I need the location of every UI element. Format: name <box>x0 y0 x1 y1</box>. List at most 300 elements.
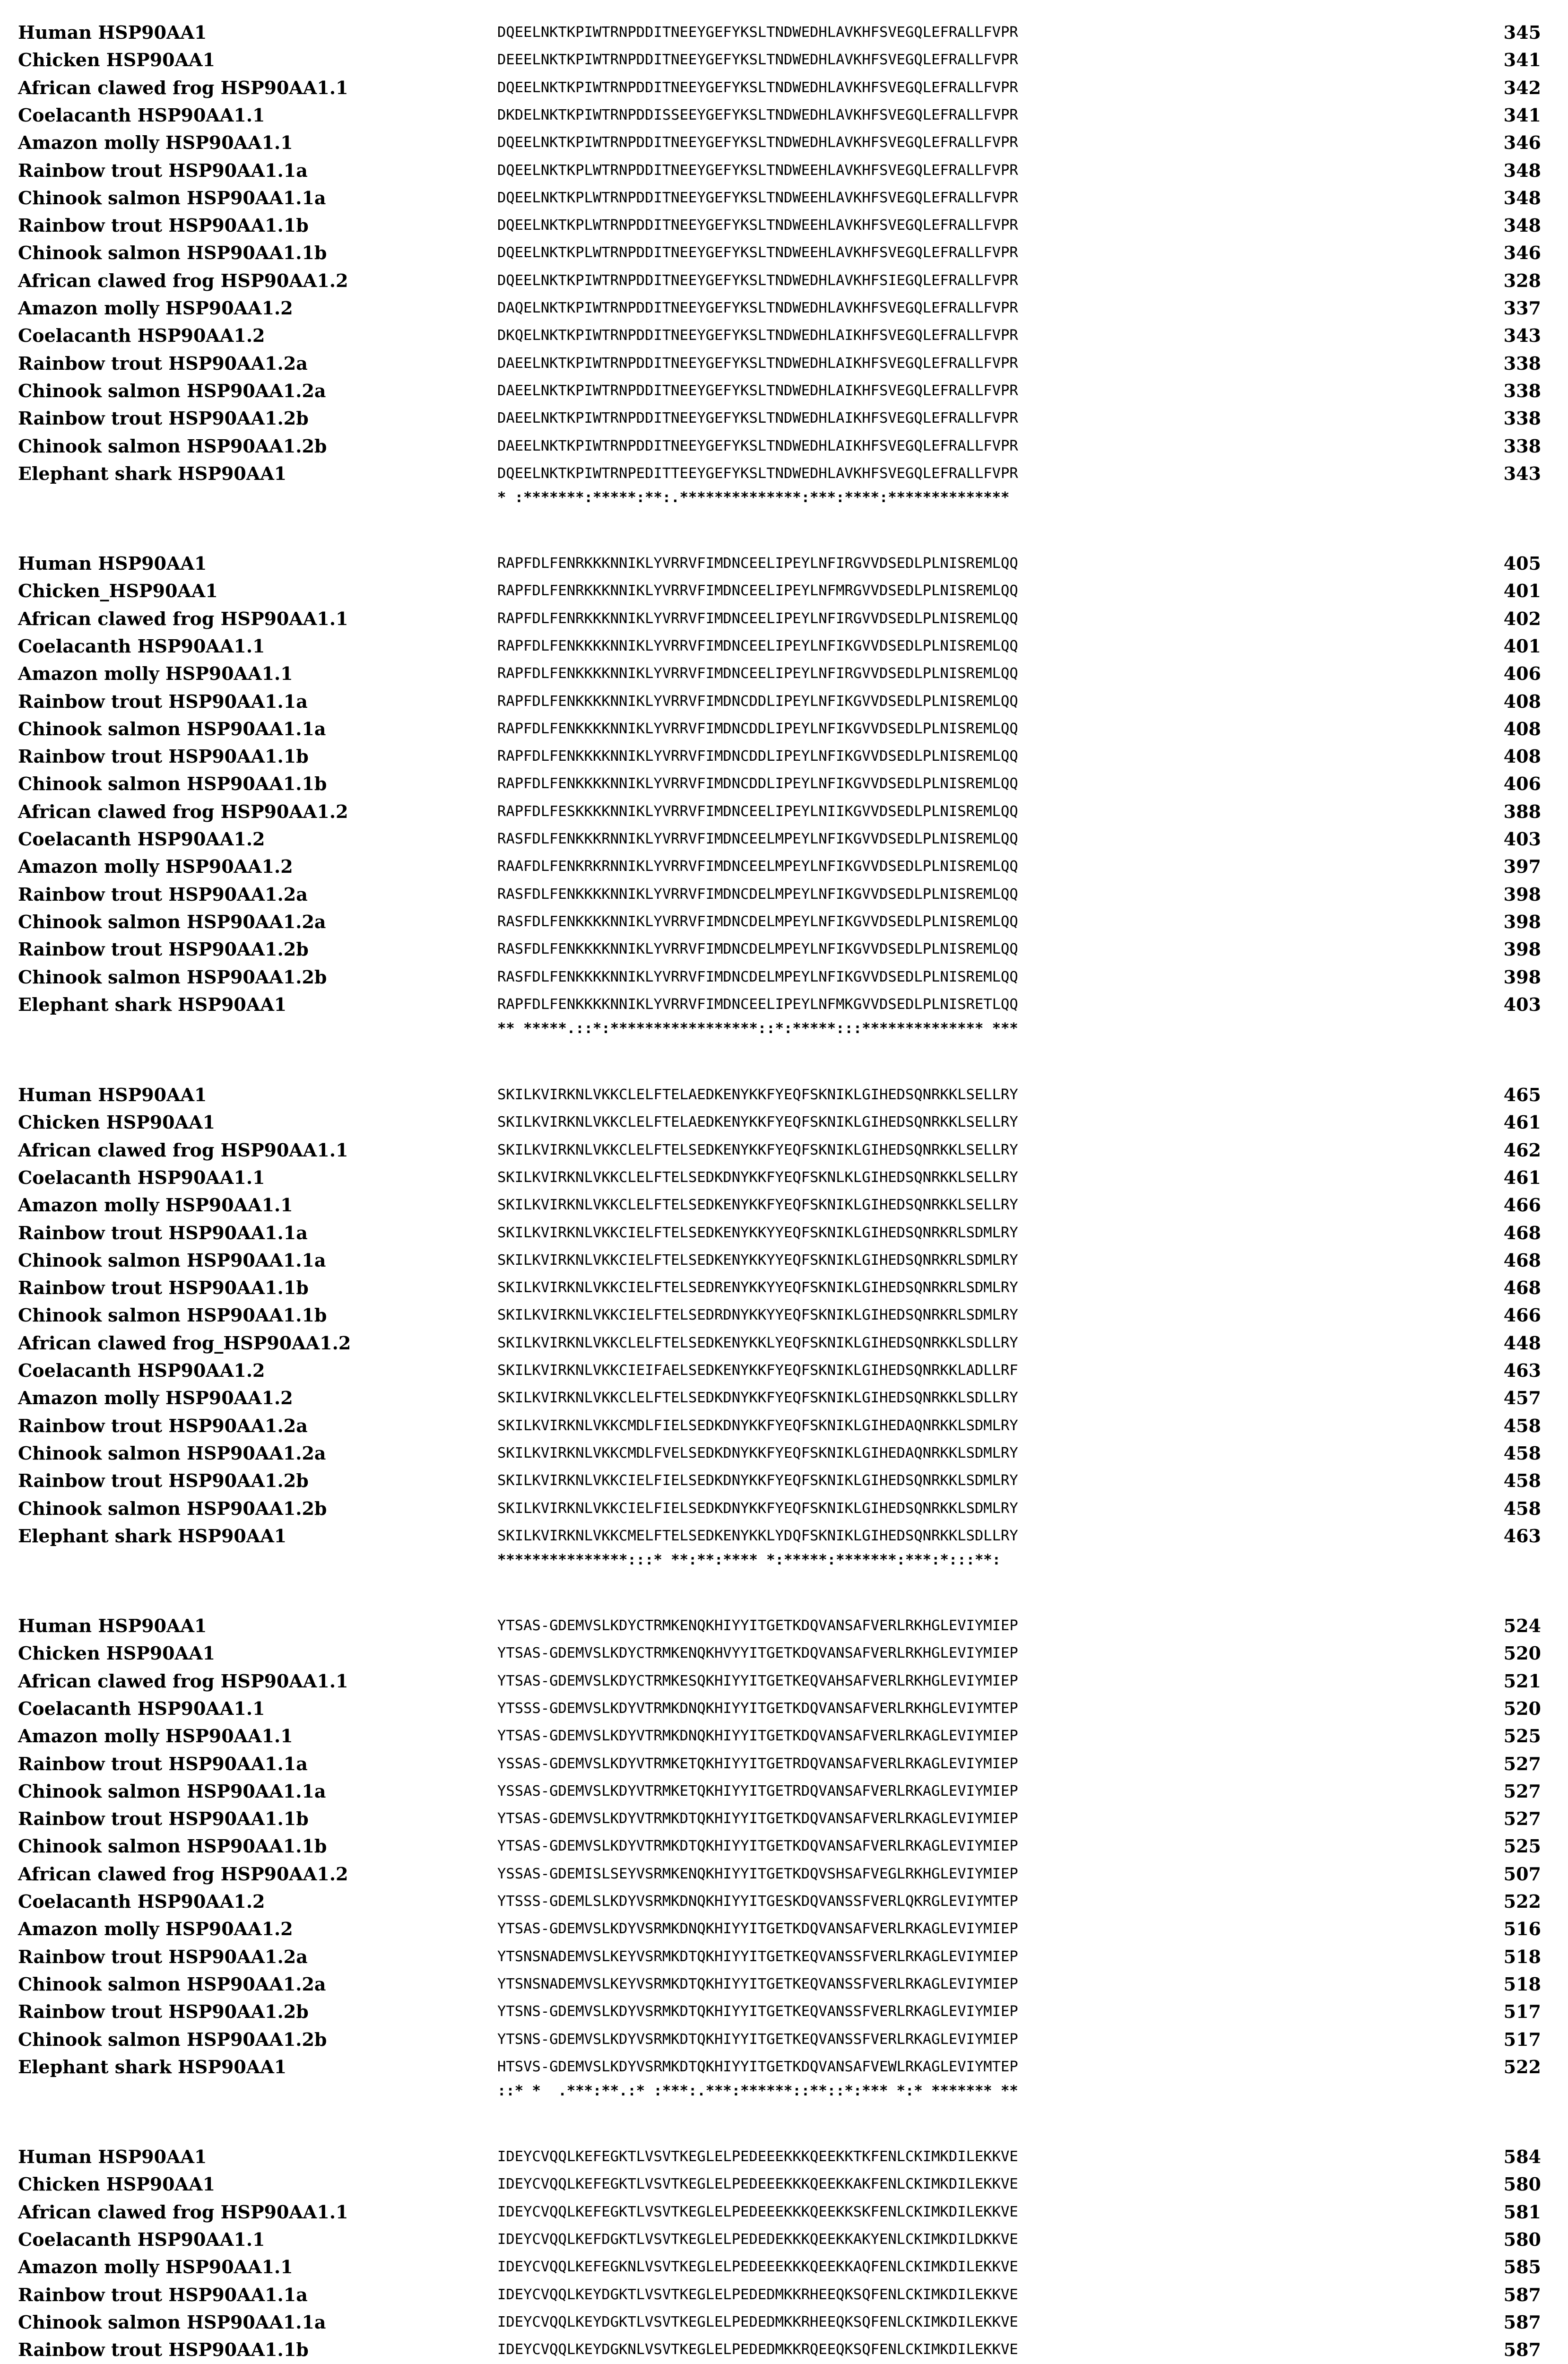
residue-position: 388 <box>1503 800 1541 822</box>
alignment-row <box>0 184 1568 212</box>
sequence-text: RAPFDLFENRKKKNNIKLYVRRVFIMDNCEELIPEYLNFIRGVVDSEDLPLNISREMLQQ <box>497 610 1018 627</box>
species-label: Chinook salmon HSP90AA1.1a <box>18 1249 326 1271</box>
sequence-text: YTSAS-GDEMVSLKDYCTRMKENQKHIYYITGETKDQVANSAFVERLRKHGLEVIYMIEP <box>497 1617 1018 1634</box>
sequence-text: RAPFDLFENKKKKNNIKLYVRRVFIMDNCEELIPEYLNFIKGVVDSEDLPLNISREMLQQ <box>497 637 1018 654</box>
alignment-row <box>0 1495 1568 1522</box>
species-label: Chinook salmon HSP90AA1.2a <box>18 380 326 401</box>
sequence-text: SKILKVIRKNLVKKCIEIFAELSEDKENYKKFYEQFSKNIKLGIHEDSQNRKKLADLLRF <box>497 1362 1018 1379</box>
residue-position: 401 <box>1503 635 1541 657</box>
sequence-text: RAPFDLFENRKKKNNIKLYVRRVFIMDNCEELIPEYLNFIRGVVDSEDLPLNISREMLQQ <box>497 555 1018 572</box>
residue-position: 580 <box>1503 2173 1541 2195</box>
species-label: Amazon molly HSP90AA1.2 <box>18 297 293 319</box>
species-label: Coelacanth HSP90AA1.1 <box>18 635 265 657</box>
sequence-text: YSSAS-GDEMVSLKDYVTRMKETQKHIYYITGETRDQVANSAFVERLRKAGLEVIYMIEP <box>497 1782 1018 1799</box>
species-label: Rainbow trout HSP90AA1.1a <box>18 159 308 181</box>
species-label: Rainbow trout HSP90AA1.2b <box>18 1470 309 1492</box>
alignment-row <box>0 1440 1568 1467</box>
residue-position: 458 <box>1503 1470 1541 1492</box>
sequence-text: SKILKVIRKNLVKKCLELFTELAEDKENYKKFYEQFSKNIKLGIHEDSQNRKKLSELLRY <box>497 1114 1018 1131</box>
residue-position: 398 <box>1503 939 1541 960</box>
residue-position: 403 <box>1503 828 1541 850</box>
alignment-row <box>0 2309 1568 2336</box>
sequence-text: DAEELNKTKPIWTRNPDDITNEEYGEFYKSLTNDWEDHLAIKHFSVEGQLEFRALLFVPR <box>497 382 1018 399</box>
alignment-row <box>0 577 1568 605</box>
residue-position: 465 <box>1503 1084 1541 1105</box>
sequence-text: SKILKVIRKNLVKKCIELFIELSEDKDNYKKFYEQFSKNIKLGIHEDSQNRKKLSDMLRY <box>497 1472 1018 1489</box>
species-label: Chinook salmon HSP90AA1.2a <box>18 1442 326 1464</box>
alignment-row <box>0 239 1568 267</box>
species-label: Chinook salmon HSP90AA1.1b <box>18 1304 327 1326</box>
sequence-text: RASFDLFENKKKKNNIKLYVRRVFIMDNCDELMPEYLNFIKGVVDSEDLPLNISREMLQQ <box>497 968 1018 985</box>
alignment-row <box>0 853 1568 880</box>
alignment-row <box>0 1640 1568 1667</box>
alignment-row <box>0 350 1568 377</box>
sequence-text: DAEELNKTKPIWTRNPDDITNEEYGEFYKSLTNDWEDHLAIKHFSVEGQLEFRALLFVPR <box>497 437 1018 454</box>
alignment-row <box>0 1274 1568 1302</box>
residue-position: 338 <box>1503 352 1541 374</box>
sequence-text: IDEYCVQQLKEYDGKTLVSVTKEGLELPEDEDMKKRHEEQKSQFENLCKIMKDILEKKVE <box>497 2286 1018 2303</box>
species-label: Chinook salmon HSP90AA1.1b <box>18 773 327 795</box>
residue-position: 343 <box>1503 462 1541 484</box>
residue-position: 398 <box>1503 911 1541 932</box>
sequence-text: SKILKVIRKNLVKKCLELFTELSEDKDNYKKFYEQFSKNLKLGIHEDSQNRKKLSELLRY <box>497 1169 1018 1186</box>
alignment-row <box>0 1833 1568 1860</box>
alignment-row <box>0 1219 1568 1247</box>
alignment-row <box>0 1943 1568 1971</box>
alignment-row <box>0 1998 1568 2025</box>
residue-position: 345 <box>1503 22 1541 43</box>
residue-position: 466 <box>1503 1304 1541 1326</box>
sequence-text: DQEELNKTKPLWTRNPDDITNEEYGEFYKSLTNDWEEHLAVKHFSVEGQLEFRALLFVPR <box>497 189 1018 206</box>
sequence-text: DQEELNKTKPLWTRNPDDITNEEYGEFYKSLTNDWEEHLAVKHFSVEGQLEFRALLFVPR <box>497 162 1018 179</box>
species-label: Elephant shark HSP90AA1 <box>18 1525 287 1547</box>
residue-position: 408 <box>1503 690 1541 712</box>
residue-position: 587 <box>1503 2311 1541 2333</box>
species-label: Amazon molly HSP90AA1.1 <box>18 663 293 685</box>
sequence-text: RAPFDLFENRKKKNNIKLYVRRVFIMDNCEELIPEYLNFMRGVVDSEDLPLNISREMLQQ <box>497 582 1018 600</box>
species-label: Rainbow trout HSP90AA1.2b <box>18 939 309 960</box>
sequence-text: RASFDLFENKKKKNNIKLYVRRVFIMDNCDELMPEYLNFIKGVVDSEDLPLNISREMLQQ <box>497 886 1018 903</box>
alignment-row <box>0 1971 1568 1998</box>
alignment-row <box>0 2171 1568 2198</box>
residue-position: 516 <box>1503 1918 1541 1940</box>
residue-position: 346 <box>1503 242 1541 264</box>
alignment-row <box>0 881 1568 908</box>
sequence-text: SKILKVIRKNLVKKCIELFIELSEDKDNYKKFYEQFSKNIKLGIHEDSQNRKKLSDMLRY <box>497 1500 1018 1517</box>
sequence-text: DQEELNKTKPIWTRNPEDITTEEYGEFYKSLTNDWEDHLAVKHFSVEGQLEFRALLFVPR <box>497 465 1018 482</box>
residue-position: 527 <box>1503 1753 1541 1774</box>
sequence-text: DQEELNKTKPLWTRNPDDITNEEYGEFYKSLTNDWEEHLAVKHFSVEGQLEFRALLFVPR <box>497 217 1018 234</box>
sequence-text: IDEYCVQQLKEYDGKNLVSVTKEGLELPEDEDMKKRQEEQKSQFENLCKIMKDILEKKVE <box>497 2341 1018 2358</box>
alignment-row <box>0 1805 1568 1833</box>
sequence-text: SKILKVIRKNLVKKCLELFTELSEDKENYKKFYEQFSKNIKLGIHEDSQNRKKLSELLRY <box>497 1197 1018 1214</box>
species-label: Chinook salmon HSP90AA1.1a <box>18 718 326 739</box>
sequence-text: DQEELNKTKPIWTRNPDDITNEEYGEFYKSLTNDWEDHLAVKHFSVEGQLEFRALLFVPR <box>497 134 1018 151</box>
alignment-row <box>0 1137 1568 1164</box>
alignment-row <box>0 1302 1568 1329</box>
residue-position: 343 <box>1503 325 1541 347</box>
species-label: Chinook salmon HSP90AA1.1b <box>18 1835 327 1857</box>
residue-position: 587 <box>1503 2339 1541 2361</box>
species-label: African clawed frog HSP90AA1.1 <box>18 608 348 629</box>
alignment-row <box>0 1750 1568 1778</box>
residue-position: 587 <box>1503 2284 1541 2305</box>
sequence-text: YTSAS-GDEMVSLKDYVSRMKDNQKHIYYITGETKDQVANSAFVERLRKAGLEVIYMIEP <box>497 1921 1018 1938</box>
sequence-text: DAEELNKTKPIWTRNPDDITNEEYGEFYKSLTNDWEDHLAIKHFSVEGQLEFRALLFVPR <box>497 355 1018 372</box>
alignment-row <box>0 1722 1568 1750</box>
sequence-text: YTSAS-GDEMVSLKDYVTRMKDTQKHIYYITGETKDQVANSAFVERLRKAGLEVIYMIEP <box>497 1838 1018 1855</box>
residue-position: 468 <box>1503 1249 1541 1271</box>
sequence-text: SKILKVIRKNLVKKCLELFTELAEDKENYKKFYEQFSKNIKLGIHEDSQNRKKLSELLRY <box>497 1086 1018 1103</box>
sequence-text: RAPFDLFESKKKKNNIKLYVRRVFIMDNCEELIPEYLNIIKGVVDSEDLPLNISREMLQQ <box>497 803 1018 820</box>
sequence-text: HTSVS-GDEMVSLKDYVSRMKDTQKHIYYITGETKDQVANSAFVEWLRKAGLEVIYMTEP <box>497 2058 1018 2075</box>
residue-position: 338 <box>1503 435 1541 457</box>
alignment-row <box>0 2199 1568 2226</box>
species-label: Coelacanth HSP90AA1.2 <box>18 828 265 850</box>
sequence-text: SKILKVIRKNLVKKCMDLFVELSEDKDNYKKFYEQFSKNIKLGIHEDAQNRKKLSDMLRY <box>497 1444 1018 1461</box>
species-label: Human HSP90AA1 <box>18 553 207 574</box>
residue-position: 403 <box>1503 993 1541 1015</box>
alignment-row <box>0 688 1568 715</box>
sequence-text: SKILKVIRKNLVKKCLELFTELSEDKENYKKFYEQFSKNIKLGIHEDSQNRKKLSELLRY <box>497 1141 1018 1158</box>
sequence-text: SKILKVIRKNLVKKCIELFTELSEDRDNYKKYYEQFSKNIKLGIHEDSQNRKRLSDMLRY <box>497 1307 1018 1324</box>
residue-position: 525 <box>1503 1835 1541 1857</box>
residue-position: 463 <box>1503 1360 1541 1381</box>
species-label: Chinook salmon HSP90AA1.2b <box>18 2028 327 2050</box>
sequence-text: RAPFDLFENKKKKNNIKLYVRRVFIMDNCDDLIPEYLNFIKGVVDSEDLPLNISREMLQQ <box>497 775 1018 792</box>
alignment-row <box>0 1695 1568 1722</box>
residue-position: 338 <box>1503 408 1541 429</box>
species-label: African clawed frog HSP90AA1.1 <box>18 1139 348 1161</box>
residue-position: 458 <box>1503 1497 1541 1519</box>
sequence-text: YTSNSNADEMVSLKEYVSRMKDTQKHIYYITGETKEQVANSSFVERLRKAGLEVIYMIEP <box>497 1975 1018 1992</box>
sequence-text: DAQELNKTKPIWTRNPDDITNEEYGEFYKSLTNDWEDHLAVKHFSVEGQLEFRALLFVPR <box>497 300 1018 316</box>
alignment-row <box>0 550 1568 577</box>
residue-position: 584 <box>1503 2146 1541 2167</box>
sequence-text: SKILKVIRKNLVKKCLELFTELSEDKENYKKLYEQFSKNIKLGIHEDSQNRKKLSDLLRY <box>497 1334 1018 1351</box>
species-label: Rainbow trout HSP90AA1.1b <box>18 215 309 236</box>
species-label: Coelacanth HSP90AA1.2 <box>18 1360 265 1381</box>
residue-position: 518 <box>1503 1973 1541 1995</box>
sequence-text: RASFDLFENKKKKNNIKLYVRRVFIMDNCDELMPEYLNFIKGVVDSEDLPLNISREMLQQ <box>497 941 1018 958</box>
residue-position: 458 <box>1503 1415 1541 1436</box>
residue-position: 402 <box>1503 608 1541 629</box>
alignment-row <box>0 2053 1568 2081</box>
species-label: Chicken_HSP90AA1 <box>18 580 218 602</box>
sequence-text: YTSAS-GDEMVSLKDYCTRMKENQKHVYYITGETKDQVANSAFVERLRKHGLEVIYMIEP <box>497 1645 1018 1662</box>
species-label: Chinook salmon HSP90AA1.1b <box>18 242 327 264</box>
sequence-text: RASFDLFENKKKRNNIKLYVRRVFIMDNCEELMPEYLNFIKGVVDSEDLPLNISREMLQQ <box>497 831 1018 847</box>
species-label: Human HSP90AA1 <box>18 22 207 43</box>
species-label: Rainbow trout HSP90AA1.2a <box>18 883 308 905</box>
residue-position: 507 <box>1503 1863 1541 1885</box>
species-label: Amazon molly HSP90AA1.1 <box>18 2256 293 2278</box>
residue-position: 457 <box>1503 1387 1541 1409</box>
species-label: African clawed frog HSP90AA1.1 <box>18 1670 348 1692</box>
alignment-row <box>0 2143 1568 2171</box>
species-label: Rainbow trout HSP90AA1.1b <box>18 1808 309 1830</box>
residue-position: 398 <box>1503 883 1541 905</box>
residue-position: 406 <box>1503 663 1541 685</box>
alignment-row <box>0 1109 1568 1136</box>
alignment-row <box>0 433 1568 460</box>
residue-position: 520 <box>1503 1697 1541 1719</box>
species-label: Amazon molly HSP90AA1.1 <box>18 1725 293 1747</box>
alignment-row <box>0 936 1568 963</box>
residue-position: 398 <box>1503 966 1541 988</box>
sequence-text: YSSAS-GDEMISLSEYVSRMKENQKHIYYITGETKDQVSHSAFVEGLRKHGLEVIYMIEP <box>497 1865 1018 1882</box>
residue-position: 585 <box>1503 2256 1541 2278</box>
sequence-text: SKILKVIRKNLVKKCIELFTELSEDKENYKKYYEQFSKNIKLGIHEDSQNRKRLSDMLRY <box>497 1252 1018 1269</box>
alignment-row <box>0 743 1568 770</box>
sequence-text: SKILKVIRKNLVKKCLELFTELSEDKDNYKKFYEQFSKNIKLGIHEDSQNRKKLSDLLRY <box>497 1390 1018 1407</box>
sequence-text: DEEELNKTKPIWTRNPDDITNEEYGEFYKSLTNDWEDHLAVKHFSVEGQLEFRALLFVPR <box>497 52 1018 69</box>
sequence-text: YTSAS-GDEMVSLKDYCTRMKESQKHIYYITGETKEQVAHSAFVERLRKHGLEVIYMIEP <box>497 1672 1018 1689</box>
sequence-text: IDEYCVQQLKEFEGKTLVSVTKEGLELPEDEEEKKKQEEKKAKFENLCKIMKDILEKKVE <box>497 2176 1018 2193</box>
species-label: Chinook salmon HSP90AA1.2a <box>18 1973 326 1995</box>
residue-position: 517 <box>1503 2001 1541 2023</box>
alignment-row <box>0 212 1568 239</box>
alignment-row <box>0 1612 1568 1640</box>
sequence-text: IDEYCVQQLKEFDGKTLVSVTKEGLELPEDEDEKKKQEEKKAKYENLCKIMKDILDKKVE <box>497 2231 1018 2248</box>
alignment-row <box>0 157 1568 184</box>
species-label: Rainbow trout HSP90AA1.1b <box>18 1277 309 1299</box>
species-label: Chinook salmon HSP90AA1.2b <box>18 1497 327 1519</box>
species-label: African clawed frog HSP90AA1.2 <box>18 1863 348 1885</box>
species-label: African clawed frog HSP90AA1.1 <box>18 77 348 98</box>
sequence-text: RAPFDLFENKKKKNNIKLYVRRVFIMDNCDDLIPEYLNFIKGVVDSEDLPLNISREMLQQ <box>497 720 1018 737</box>
sequence-text: SKILKVIRKNLVKKCMELFTELSEDKENYKKLYDQFSKNIKLGIHEDSQNRKKLSDLLRY <box>497 1527 1018 1544</box>
sequence-text: DQEELNKTKPIWTRNPDDITNEEYGEFYKSLTNDWEDHLAVKHFSVEGQLEFRALLFVPR <box>497 24 1018 41</box>
residue-position: 518 <box>1503 1946 1541 1967</box>
species-label: Chinook salmon HSP90AA1.1a <box>18 1780 326 1802</box>
sequence-text: SKILKVIRKNLVKKCIELFTELSEDKENYKKYYEQFSKNIKLGIHEDSQNRKRLSDMLRY <box>497 1224 1018 1241</box>
alignment-row <box>0 295 1568 322</box>
alignment-row <box>0 1412 1568 1440</box>
species-label: Elephant shark HSP90AA1 <box>18 2056 287 2077</box>
residue-position: 348 <box>1503 215 1541 236</box>
species-label: Human HSP90AA1 <box>18 2146 207 2167</box>
alignment-row <box>0 2026 1568 2053</box>
sequence-text: DQEELNKTKPLWTRNPDDITNEEYGEFYKSLTNDWEEHLAVKHFSVEGQLEFRALLFVPR <box>497 244 1018 261</box>
alignment-row <box>0 1191 1568 1219</box>
residue-position: 408 <box>1503 746 1541 767</box>
species-label: Rainbow trout HSP90AA1.2a <box>18 1946 308 1967</box>
residue-position: 408 <box>1503 718 1541 739</box>
residue-position: 397 <box>1503 856 1541 878</box>
residue-position: 522 <box>1503 1891 1541 1912</box>
residue-position: 525 <box>1503 1725 1541 1747</box>
residue-position: 341 <box>1503 104 1541 126</box>
alignment-row <box>0 46 1568 74</box>
residue-position: 348 <box>1503 187 1541 209</box>
species-label: Rainbow trout HSP90AA1.2a <box>18 1415 308 1436</box>
alignment-row <box>0 798 1568 826</box>
residue-position: 342 <box>1503 77 1541 98</box>
residue-position: 337 <box>1503 297 1541 319</box>
alignment-row <box>0 908 1568 936</box>
residue-position: 517 <box>1503 2028 1541 2050</box>
species-label: Amazon molly HSP90AA1.2 <box>18 1387 293 1409</box>
residue-position: 527 <box>1503 1808 1541 1830</box>
residue-position: 581 <box>1503 2201 1541 2223</box>
alignment-row <box>0 1357 1568 1384</box>
residue-position: 522 <box>1503 2056 1541 2077</box>
sequence-text: SKILKVIRKNLVKKCIELFTELSEDRENYKKYYEQFSKNIKLGIHEDSQNRKRLSDMLRY <box>497 1279 1018 1296</box>
sequence-text: IDEYCVQQLKEFEGKTLVSVTKEGLELPEDEEEKKKQEEKKSKFENLCKIMKDILEKKVE <box>497 2203 1018 2220</box>
alignment-row <box>0 991 1568 1018</box>
sequence-text: DAEELNKTKPIWTRNPDDITNEEYGEFYKSLTNDWEDHLAIKHFSVEGQLEFRALLFVPR <box>497 410 1018 427</box>
species-label: African clawed frog HSP90AA1.2 <box>18 269 348 291</box>
species-label: Chicken HSP90AA1 <box>18 1112 216 1133</box>
species-label: Rainbow trout HSP90AA1.2b <box>18 2001 309 2023</box>
alignment-row <box>0 322 1568 349</box>
alignment-row <box>0 405 1568 432</box>
sequence-text: RAAFDLFENKRKRNNIKLYVRRVFIMDNCEELMPEYLNFIKGVVDSEDLPLNISREMLQQ <box>497 858 1018 875</box>
species-label: Rainbow trout HSP90AA1.1b <box>18 2339 309 2361</box>
alignment-row <box>0 1778 1568 1805</box>
species-label: Coelacanth HSP90AA1.1 <box>18 1697 265 1719</box>
alignment-row <box>0 1915 1568 1943</box>
species-label: African clawed frog_HSP90AA1.2 <box>18 1332 351 1354</box>
residue-position: 461 <box>1503 1166 1541 1188</box>
alignment-row <box>0 1888 1568 1915</box>
residue-position: 338 <box>1503 380 1541 401</box>
residue-position: 466 <box>1503 1194 1541 1216</box>
alignment-row <box>0 770 1568 798</box>
species-label: Coelacanth HSP90AA1.2 <box>18 1891 265 1912</box>
species-label: Chinook salmon HSP90AA1.2b <box>18 435 327 457</box>
alignment-row <box>0 2281 1568 2309</box>
species-label: Elephant shark HSP90AA1 <box>18 993 287 1015</box>
species-label: Amazon molly HSP90AA1.2 <box>18 1918 293 1940</box>
sequence-text: IDEYCVQQLKEYDGKTLVSVTKEGLELPEDEDMKKRHEEQKSQFENLCKIMKDILEKKVE <box>497 2313 1018 2330</box>
alignment-row <box>0 460 1568 487</box>
sequence-text: DQEELNKTKPIWTRNPDDITNEEYGEFYKSLTNDWEDHLAVKHFSVEGQLEFRALLFVPR <box>497 79 1018 96</box>
residue-position: 341 <box>1503 49 1541 71</box>
alignment-row <box>0 633 1568 660</box>
residue-position: 468 <box>1503 1222 1541 1243</box>
sequence-text: RAPFDLFENKKKKNNIKLYVRRVFIMDNCDDLIPEYLNFIKGVVDSEDLPLNISREMLQQ <box>497 748 1018 765</box>
species-label: Rainbow trout HSP90AA1.2b <box>18 408 309 429</box>
sequence-text: RASFDLFENKKKKNNIKLYVRRVFIMDNCDELMPEYLNFIKGVVDSEDLPLNISREMLQQ <box>497 913 1018 930</box>
residue-position: 580 <box>1503 2228 1541 2250</box>
residue-position: 527 <box>1503 1780 1541 1802</box>
species-label: Amazon molly HSP90AA1.2 <box>18 856 293 878</box>
species-label: Elephant shark HSP90AA1 <box>18 462 287 484</box>
alignment-row <box>0 1860 1568 1888</box>
sequence-text: YTSNSNADEMVSLKEYVSRMKDTQKHIYYITGETKEQVANSSFVERLRKAGLEVIYMIEP <box>497 1948 1018 1965</box>
residue-position: 458 <box>1503 1442 1541 1464</box>
residue-position: 401 <box>1503 580 1541 602</box>
alignment-row <box>0 2336 1568 2364</box>
alignment-row <box>0 267 1568 295</box>
sequence-text: YTSNS-GDEMVSLKDYVSRMKDTQKHIYYITGETKEQVANSSFVERLRKAGLEVIYMIEP <box>497 2003 1018 2020</box>
residue-position: 521 <box>1503 1670 1541 1692</box>
sequence-text: RAPFDLFENKKKKNNIKLYVRRVFIMDNCEELIPEYLNFMKGVVDSEDLPLNISRETLQQ <box>497 996 1018 1013</box>
species-label: Rainbow trout HSP90AA1.2a <box>18 352 308 374</box>
alignment-row <box>0 2253 1568 2281</box>
sequence-text: YTSAS-GDEMVSLKDYVTRMKDTQKHIYYITGETKDQVANSAFVERLRKAGLEVIYMIEP <box>497 1810 1018 1827</box>
sequence-text: YTSAS-GDEMVSLKDYVTRMKDNQKHIYYITGETKDQVANSAFVERLRKAGLEVIYMIEP <box>497 1728 1018 1745</box>
residue-position: 524 <box>1503 1615 1541 1636</box>
species-label: Chinook salmon HSP90AA1.2b <box>18 966 327 988</box>
species-label: African clawed frog HSP90AA1.1 <box>18 2201 348 2223</box>
alignment-row <box>0 129 1568 156</box>
residue-position: 328 <box>1503 269 1541 291</box>
species-label: Rainbow trout HSP90AA1.1a <box>18 1222 308 1243</box>
residue-position: 348 <box>1503 159 1541 181</box>
species-label: African clawed frog HSP90AA1.2 <box>18 800 348 822</box>
residue-position: 346 <box>1503 132 1541 154</box>
residue-position: 468 <box>1503 1277 1541 1299</box>
sequence-text: YTSSS-GDEMVSLKDYVTRMKDNQKHIYYITGETKDQVANSAFVERLRKHGLEVIYMTEP <box>497 1700 1018 1717</box>
alignment-row <box>0 1384 1568 1412</box>
species-label: Chinook salmon HSP90AA1.1a <box>18 2311 326 2333</box>
sequence-text: IDEYCVQQLKEFEGKTLVSVTKEGLELPEDEEEKKKQEEKKTKFENLCKIMKDILEKKVE <box>497 2148 1018 2165</box>
residue-position: 462 <box>1503 1139 1541 1161</box>
consensus-line: ***************:::* **:**:**** *:*****:*******:***:*:::**: <box>497 1552 1001 1569</box>
species-label: Coelacanth HSP90AA1.1 <box>18 1166 265 1188</box>
sequence-text: IDEYCVQQLKEFEGKNLVSVTKEGLELPEDEEEKKKQEEKKAQFENLCKIMKDILEKKVE <box>497 2259 1018 2276</box>
species-label: Amazon molly HSP90AA1.1 <box>18 132 293 154</box>
sequence-text: YTSNS-GDEMVSLKDYVSRMKDTQKHIYYITGETKEQVANSSFVERLRKAGLEVIYMIEP <box>497 2031 1018 2048</box>
species-label: Coelacanth HSP90AA1.2 <box>18 325 265 347</box>
alignment-row <box>0 1668 1568 1695</box>
species-label: Chicken HSP90AA1 <box>18 1643 216 1664</box>
residue-position: 463 <box>1503 1525 1541 1547</box>
species-label: Rainbow trout HSP90AA1.1a <box>18 1753 308 1774</box>
residue-position: 461 <box>1503 1112 1541 1133</box>
species-label: Coelacanth HSP90AA1.1 <box>18 104 265 126</box>
species-label: Human HSP90AA1 <box>18 1615 207 1636</box>
sequence-text: YSSAS-GDEMVSLKDYVTRMKETQKHIYYITGETRDQVANSAFVERLRKAGLEVIYMIEP <box>497 1755 1018 1772</box>
sequence-text: YTSSS-GDEMLSLKDYVSRMKDNQKHIYYITGESKDQVANSSFVERLQKRGLEVIYMTEP <box>497 1893 1018 1910</box>
consensus-line: ** *****.::*:*****************::*:*****:::************** *** <box>497 1020 1018 1037</box>
consensus-line: * :*******:*****:**:.**************:***:****:************** <box>497 489 1010 506</box>
species-label: Human HSP90AA1 <box>18 1084 207 1105</box>
alignment-row <box>0 377 1568 405</box>
species-label: Chinook salmon HSP90AA1.2a <box>18 911 326 932</box>
residue-position: 406 <box>1503 773 1541 795</box>
residue-position: 448 <box>1503 1332 1541 1354</box>
sequence-text: DQEELNKTKPIWTRNPDDITNEEYGEFYKSLTNDWEDHLAVKHFSIEGQLEFRALLFVPR <box>497 272 1018 289</box>
alignment-row <box>0 1164 1568 1191</box>
species-label: Rainbow trout HSP90AA1.1a <box>18 2284 308 2305</box>
alignment-row <box>0 826 1568 853</box>
alignment-row <box>0 1081 1568 1109</box>
species-label: Coelacanth HSP90AA1.1 <box>18 2228 265 2250</box>
species-label: Chicken HSP90AA1 <box>18 2173 216 2195</box>
consensus-line: ::* * .***:**.:* :***:.***:******::**::*:*** *:* ******* ** <box>497 2083 1018 2100</box>
sequence-text: DKDELNKTKPIWTRNPDDISSEEYGEFYKSLTNDWEDHLAVKHFSVEGQLEFRALLFVPR <box>497 106 1018 123</box>
alignment-row <box>0 660 1568 687</box>
sequence-text: RAPFDLFENKKKKNNIKLYVRRVFIMDNCEELIPEYLNFIRGVVDSEDLPLNISREMLQQ <box>497 665 1018 682</box>
alignment-row <box>0 715 1568 743</box>
species-label: Chicken HSP90AA1 <box>18 49 216 71</box>
alignment-row <box>0 19 1568 46</box>
species-label: Amazon molly HSP90AA1.1 <box>18 1194 293 1216</box>
alignment-row <box>0 2226 1568 2253</box>
alignment-row <box>0 74 1568 102</box>
residue-position: 405 <box>1503 553 1541 574</box>
alignment-row <box>0 1522 1568 1550</box>
sequence-text: SKILKVIRKNLVKKCMDLFIELSEDKDNYKKFYEQFSKNIKLGIHEDAQNRKKLSDMLRY <box>497 1417 1018 1434</box>
alignment-row <box>0 964 1568 991</box>
species-label: Rainbow trout HSP90AA1.1b <box>18 746 309 767</box>
species-label: Chinook salmon HSP90AA1.1a <box>18 187 326 209</box>
alignment-row <box>0 102 1568 129</box>
